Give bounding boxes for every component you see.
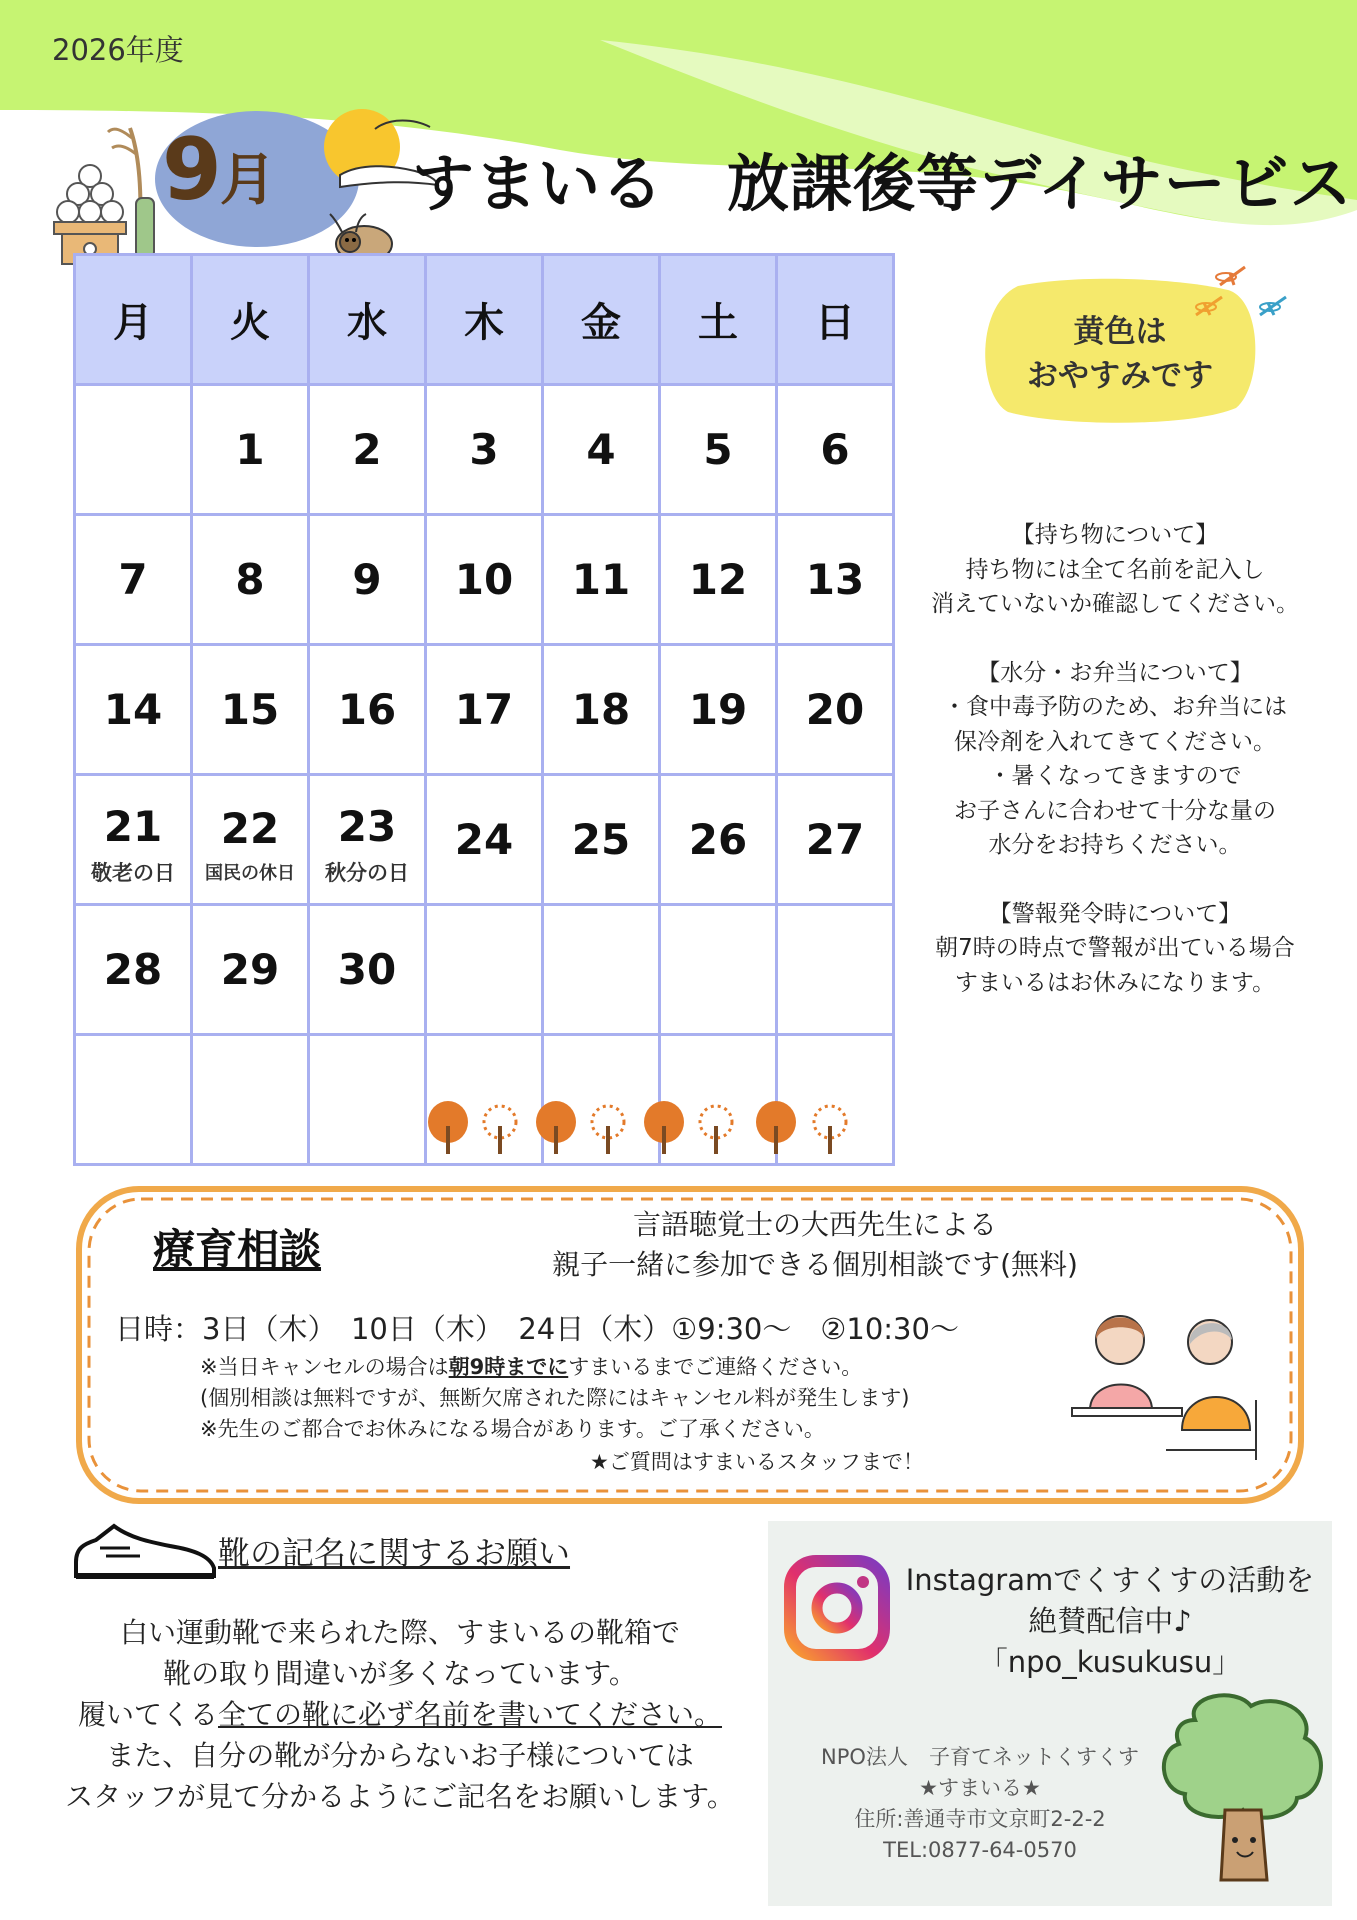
- shoe-line: [40, 1694, 760, 1735]
- year-label: 2026年度: [52, 33, 184, 67]
- day-number: 27: [805, 815, 865, 864]
- calendar-day-cell: [75, 385, 192, 515]
- day-number: 21: [103, 802, 163, 851]
- day-number: 17: [454, 685, 514, 734]
- org-name: NPO法人 子育てネットくすくす: [821, 1745, 1139, 1769]
- day-number: 29: [220, 945, 280, 994]
- notice-line: 保冷剤を入れてきてください。: [954, 728, 1276, 755]
- cancel-deadline: 朝9時までに: [448, 1355, 569, 1379]
- contact-note: ★ご質問はすまいるスタッフまで！: [590, 1450, 924, 1474]
- cancel-note-suffix: すまいるまでご連絡ください。: [568, 1355, 863, 1379]
- consultation-title: 療育相談: [153, 1225, 322, 1274]
- weekday-header: 木: [426, 255, 543, 385]
- calendar-day-cell: [309, 905, 426, 1035]
- calendar-day-cell: [426, 385, 543, 515]
- calendar-day-cell: [660, 515, 777, 645]
- notice-heading: 【警報発令時について】: [988, 900, 1242, 927]
- day-number: 25: [571, 815, 631, 864]
- day-number: 14: [103, 685, 163, 734]
- dragonfly-icon: [1190, 265, 1310, 335]
- weekday-header: 火: [192, 255, 309, 385]
- shoe-line: スタッフが見て分かるようにご記名をお願いします。: [65, 1780, 735, 1813]
- day-number: 30: [337, 945, 397, 994]
- calendar-day-cell: [192, 645, 309, 775]
- shoe-name-request: 全ての靴に必ず名前を書いてください。: [218, 1698, 723, 1731]
- notice-line: お子さんに合わせて十分な量の: [954, 797, 1276, 824]
- lunch-notice: [905, 656, 1325, 863]
- calendar-day-cell: [543, 905, 660, 1035]
- org-address: 住所:善通寺市文京町2-2-2: [854, 1807, 1106, 1831]
- legend-line: 黄色は: [1073, 314, 1167, 350]
- instagram-line: Instagramでくすくすの活動を: [905, 1563, 1315, 1597]
- calendar-day-cell: [777, 775, 894, 905]
- description-line: 言語聴覚士の大西先生による: [632, 1208, 997, 1241]
- day-number: 1: [235, 425, 265, 474]
- calendar-day-cell: [309, 1035, 426, 1165]
- autumn-tree-icon: [536, 1101, 576, 1154]
- day-number: 6: [820, 425, 850, 474]
- instagram-handle: 「npo_kusukusu」: [978, 1645, 1242, 1679]
- legend-line: おやすみです: [1027, 358, 1213, 394]
- calendar-day-cell: [192, 515, 309, 645]
- autumn-tree-icon: [484, 1106, 516, 1154]
- weekday-header-row: [75, 255, 894, 385]
- calendar-day-cell: [75, 515, 192, 645]
- autumn-trees-decoration: [418, 1100, 858, 1156]
- consultation-schedule: 日時：3日（木） 10日（木） 24日（木）①9:30〜 ②10:30〜: [115, 1312, 959, 1346]
- calendar-day-cell: [426, 645, 543, 775]
- calendar-day-cell: [777, 645, 894, 775]
- org-facility: ★すまいる★: [919, 1776, 1041, 1800]
- cancel-note: [200, 1352, 909, 1383]
- day-number: 28: [103, 945, 163, 994]
- calendar-day-cell: [426, 775, 543, 905]
- calendar-day-cell: [192, 775, 309, 905]
- absence-note: ※先生のご都合でお休みになる場合があります。ご了承ください。: [200, 1417, 825, 1441]
- day-number: 4: [586, 425, 616, 474]
- weekday-header: 水: [309, 255, 426, 385]
- calendar-day-cell: [543, 645, 660, 775]
- autumn-tree-icon: [814, 1106, 846, 1154]
- page-title: すまいる 放課後等デイサービス: [412, 147, 1353, 220]
- day-number: 11: [571, 555, 631, 604]
- holiday-name: 敬老の日: [91, 861, 175, 885]
- day-number: 8: [235, 555, 265, 604]
- calendar-week-row: [75, 645, 894, 775]
- autumn-tree-icon: [756, 1101, 796, 1154]
- notice-line: ・暑くなってきますので: [988, 763, 1242, 789]
- calendar-day-cell: [192, 385, 309, 515]
- organization-info: [790, 1742, 1170, 1866]
- weekday-header: 金: [543, 255, 660, 385]
- calendar-day-cell: [426, 515, 543, 645]
- notice-line: 持ち物には全て名前を記入し: [965, 556, 1265, 583]
- calendar-day-cell: [426, 905, 543, 1035]
- calendar-day-cell: [543, 385, 660, 515]
- autumn-tree-icon: [592, 1106, 624, 1154]
- day-number: 15: [220, 685, 280, 734]
- notice-line: 消えていないか確認してください。: [931, 591, 1299, 617]
- consultation-notes: [200, 1352, 909, 1445]
- calendar-week-row: [75, 905, 894, 1035]
- calendar: [73, 253, 865, 1166]
- day-number: 9: [352, 555, 382, 604]
- shoe-section-title: 靴の記名に関するお願い: [218, 1534, 571, 1572]
- day-number: 20: [805, 685, 865, 734]
- holiday-name: 秋分の日: [325, 861, 409, 885]
- calendar-day-cell: [309, 645, 426, 775]
- shoe-line: 靴の取り間違いが多くなっています。: [163, 1657, 637, 1690]
- shoe-line: また、自分の靴が分からないお子様については: [106, 1739, 694, 1772]
- calendar-day-cell: [777, 905, 894, 1035]
- day-number: 24: [454, 815, 514, 864]
- sneaker-icon: [70, 1518, 220, 1588]
- day-number: 16: [337, 685, 397, 734]
- autumn-tree-icon: [428, 1101, 468, 1154]
- weekday-header: 日: [777, 255, 894, 385]
- cancel-note-prefix: ※当日キャンセルの場合は: [200, 1355, 449, 1379]
- instagram-text: [895, 1560, 1325, 1683]
- notice-line: すまいるはお休みになります。: [954, 969, 1276, 996]
- notice-heading: 【持ち物について】: [1011, 522, 1219, 548]
- day-number: 7: [118, 555, 148, 604]
- weekday-header: 土: [660, 255, 777, 385]
- warning-notice: [905, 897, 1325, 1001]
- calendar-week-row: [75, 775, 894, 905]
- fee-note: (個別相談は無料ですが、無断欠席された際にはキャンセル料が発生します): [200, 1386, 910, 1410]
- day-number: 13: [805, 555, 865, 604]
- autumn-tree-icon: [700, 1106, 732, 1154]
- holiday-name: 国民の休日: [205, 863, 295, 884]
- calendar-day-cell: [660, 775, 777, 905]
- org-phone: TEL:0877-64-0570: [883, 1838, 1077, 1862]
- notice-line: ・食中毒予防のため、お弁当には: [942, 694, 1288, 720]
- shoe-section-body: [40, 1612, 760, 1817]
- calendar-week-row: [75, 515, 894, 645]
- shoe-line: 白い運動靴で来られた際、すまいるの靴箱で: [119, 1616, 680, 1649]
- calendar-day-cell: [309, 775, 426, 905]
- calendar-day-cell: [777, 515, 894, 645]
- tsukimi-dango-icon: [52, 118, 162, 268]
- calendar-day-cell: [192, 1035, 309, 1165]
- calendar-day-cell: [543, 515, 660, 645]
- calendar-day-cell: [75, 905, 192, 1035]
- day-number: 10: [454, 555, 514, 604]
- calendar-day-cell: [309, 385, 426, 515]
- belongings-notice: [905, 518, 1325, 622]
- day-number: 12: [688, 555, 748, 604]
- calendar-day-cell: [660, 645, 777, 775]
- instagram-line: 絶賛配信中♪: [1028, 1604, 1192, 1638]
- calendar-day-cell: [543, 775, 660, 905]
- calendar-table: [73, 253, 895, 1166]
- day-number: 5: [703, 425, 733, 474]
- calendar-day-cell: [309, 515, 426, 645]
- consultation-people-illustration: [1070, 1300, 1270, 1470]
- autumn-tree-icon: [644, 1101, 684, 1154]
- instagram-icon[interactable]: [782, 1553, 892, 1663]
- calendar-day-cell: [75, 1035, 192, 1165]
- notice-line: 水分をお持ちください。: [988, 832, 1242, 858]
- month-title: [162, 120, 274, 220]
- day-number: 18: [571, 685, 631, 734]
- description-line: 親子一緒に参加できる個別相談です(無料): [552, 1248, 1078, 1281]
- shoe-line-prefix: 履いてくる: [77, 1698, 218, 1731]
- month-number: 9: [162, 120, 220, 220]
- calendar-day-cell: [75, 775, 192, 905]
- notice-heading: 【水分・お弁当について】: [977, 659, 1253, 686]
- consultation-description: [525, 1205, 1105, 1285]
- calendar-day-cell: [660, 385, 777, 515]
- notice-line: 朝7時の時点で警報が出ている場合: [935, 935, 1295, 961]
- day-number: 2: [352, 425, 382, 474]
- calendar-day-cell: [660, 905, 777, 1035]
- calendar-week-row: [75, 385, 894, 515]
- weekday-header: 月: [75, 255, 192, 385]
- day-number: 19: [688, 685, 748, 734]
- calendar-day-cell: [192, 905, 309, 1035]
- notice-section: [905, 518, 1325, 1034]
- day-number: 22: [220, 804, 280, 853]
- tree-mascot-illustration: [1155, 1690, 1330, 1890]
- month-suffix: 月: [219, 148, 274, 213]
- calendar-day-cell: [75, 645, 192, 775]
- day-number: 26: [688, 815, 748, 864]
- day-number: 23: [337, 802, 397, 851]
- day-number: 3: [469, 425, 499, 474]
- calendar-day-cell: [777, 385, 894, 515]
